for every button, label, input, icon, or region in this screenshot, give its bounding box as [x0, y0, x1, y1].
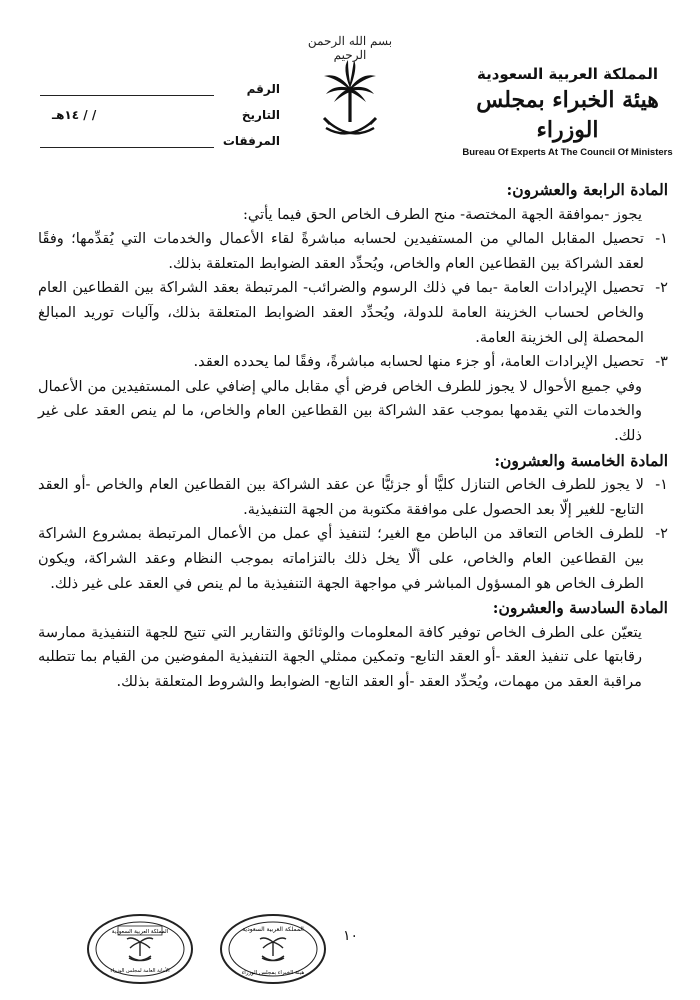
item-number: ٢- [655, 279, 668, 297]
item-number: ٢- [655, 525, 668, 543]
article-25-title: المادة الخامسة والعشرون: [494, 450, 668, 470]
attachments-label: المرفقات [222, 134, 280, 148]
attachments-row [40, 122, 280, 148]
reference-block [40, 70, 280, 148]
basmala: بسم الله الرحمن الرحيم [307, 34, 393, 62]
seal1-top-text: المملكة العربية السعودية [111, 929, 169, 935]
bureau-name-english: Bureau Of Experts At The Council Of Ministers [462, 147, 673, 158]
seal1-bottom-text: الأمانة العامة لمجلس الوزراء [110, 968, 170, 974]
reference-number-label: الرقم [246, 82, 280, 96]
item-number: ١- [655, 476, 668, 494]
date-row [40, 96, 280, 122]
item-text: لا يجوز للطرف الخاص التنازل كليًّا أو جزئيًّا عن عقد الشراكة بين القطاعين العام والخاص -أو العقد التابع- للغير إلّا بعد الحصول على موافقة مكتوبة من الجهة التنفيذية. [38, 476, 644, 518]
document-body [38, 178, 668, 694]
seal-council-secretariat [85, 912, 195, 986]
kingdom-name: المملكة العربية السعودية [476, 65, 659, 83]
seal2-top-text: المملكة العربية السعودية [242, 926, 304, 933]
page-number: ١٠ [343, 928, 359, 944]
reference-number-line [40, 81, 214, 96]
bureau-name-arabic: هيئة الخبراء بمجلس الوزراء [476, 87, 659, 143]
item-number: ١- [655, 230, 668, 248]
article-24-item-3 [38, 350, 668, 375]
palm-and-swords-emblem [320, 58, 380, 146]
seal2-bottom-text: هيئة الخبراء بمجلس الوزراء [241, 970, 305, 976]
date-label: التاريخ [241, 108, 280, 122]
item-number: ٣- [655, 353, 668, 371]
attachments-line [40, 133, 214, 148]
reference-number-row [40, 70, 280, 96]
item-text: تحصيل الإيرادات العامة -بما في ذلك الرسوم والضرائب- المرتبطة بعقد الشراكة بين القطاعين العام والخاص لحساب الخزينة العامة للدولة، ويُحدِّد العقد الضوابط المتعلقة بذلك، وآليات توريد المبالغ المحصلة إلى الخزينة العامة. [38, 279, 644, 346]
article-24-intro: يجوز -بموافقة الجهة المختصة- منح الطرف الخاص الحق فيما يأتي: [243, 205, 642, 223]
article-24-item-1 [38, 227, 668, 276]
article-26-title: المادة السادسة والعشرون: [492, 598, 668, 618]
item-text: تحصيل الإيرادات العامة، أو جزء منها لحسابه مباشرةً، وفقًا لما يحدده العقد. [193, 353, 644, 371]
item-text: تحصيل المقابل المالي من المستفيدين لحسابه مباشرةً لقاء الأعمال والخدمات التي يُقدِّمها؛ وفقًا لعقد الشراكة بين القطاعين العام والخاص، ويُحدِّد العقد الضوابط المتعلقة بذلك. [38, 230, 644, 272]
article-26-text: يتعيّن على الطرف الخاص توفير كافة المعلومات والوثائق والتقارير التي تتيح للجهة التنفيذية ممارسة رقابتها على تنفيذ العقد -أو العقد التابع- وتمكين ممثلي الجهة التنفيذية المفوضين من القيام بما تتطلبه مراقبة العقد من مهمات، ويُحدِّد العقد -أو العقد التابع- الضوابط والشروط المتعلقة بذلك. [38, 623, 642, 690]
article-25-item-1 [38, 473, 668, 522]
organization-block [460, 65, 675, 158]
article-25-item-2 [38, 522, 668, 596]
article-24-title: المادة الرابعة والعشرون: [506, 180, 668, 199]
letterhead [0, 0, 700, 170]
article-24-closing: وفي جميع الأحوال لا يجوز للطرف الخاص فرض أي مقابل مالي إضافي على المستفيدين من الأعمال والخدمات التي يقدمها بموجب عقد الشراكة بين القطاعين العام والخاص، ما لم ينص العقد على غير ذلك. [38, 377, 642, 444]
item-text: للطرف الخاص التعاقد من الباطن مع الغير؛ لتنفيذ أي عمل من الأعمال المرتبطة بمشروع الشراكة بين القطاعين العام والخاص، على ألّا يخل ذلك بالتزاماته بموجب النظام وعقد الشراكة، ويكون الطرف الخاص هو المسؤول المباشر في مواجهة الجهة التنفيذية ما لم ينص في العقد على غير ذلك. [38, 525, 644, 592]
article-24-item-2 [38, 276, 668, 350]
date-value: / / ١٤هـ [52, 108, 97, 122]
seal-bureau-experts [218, 912, 328, 986]
